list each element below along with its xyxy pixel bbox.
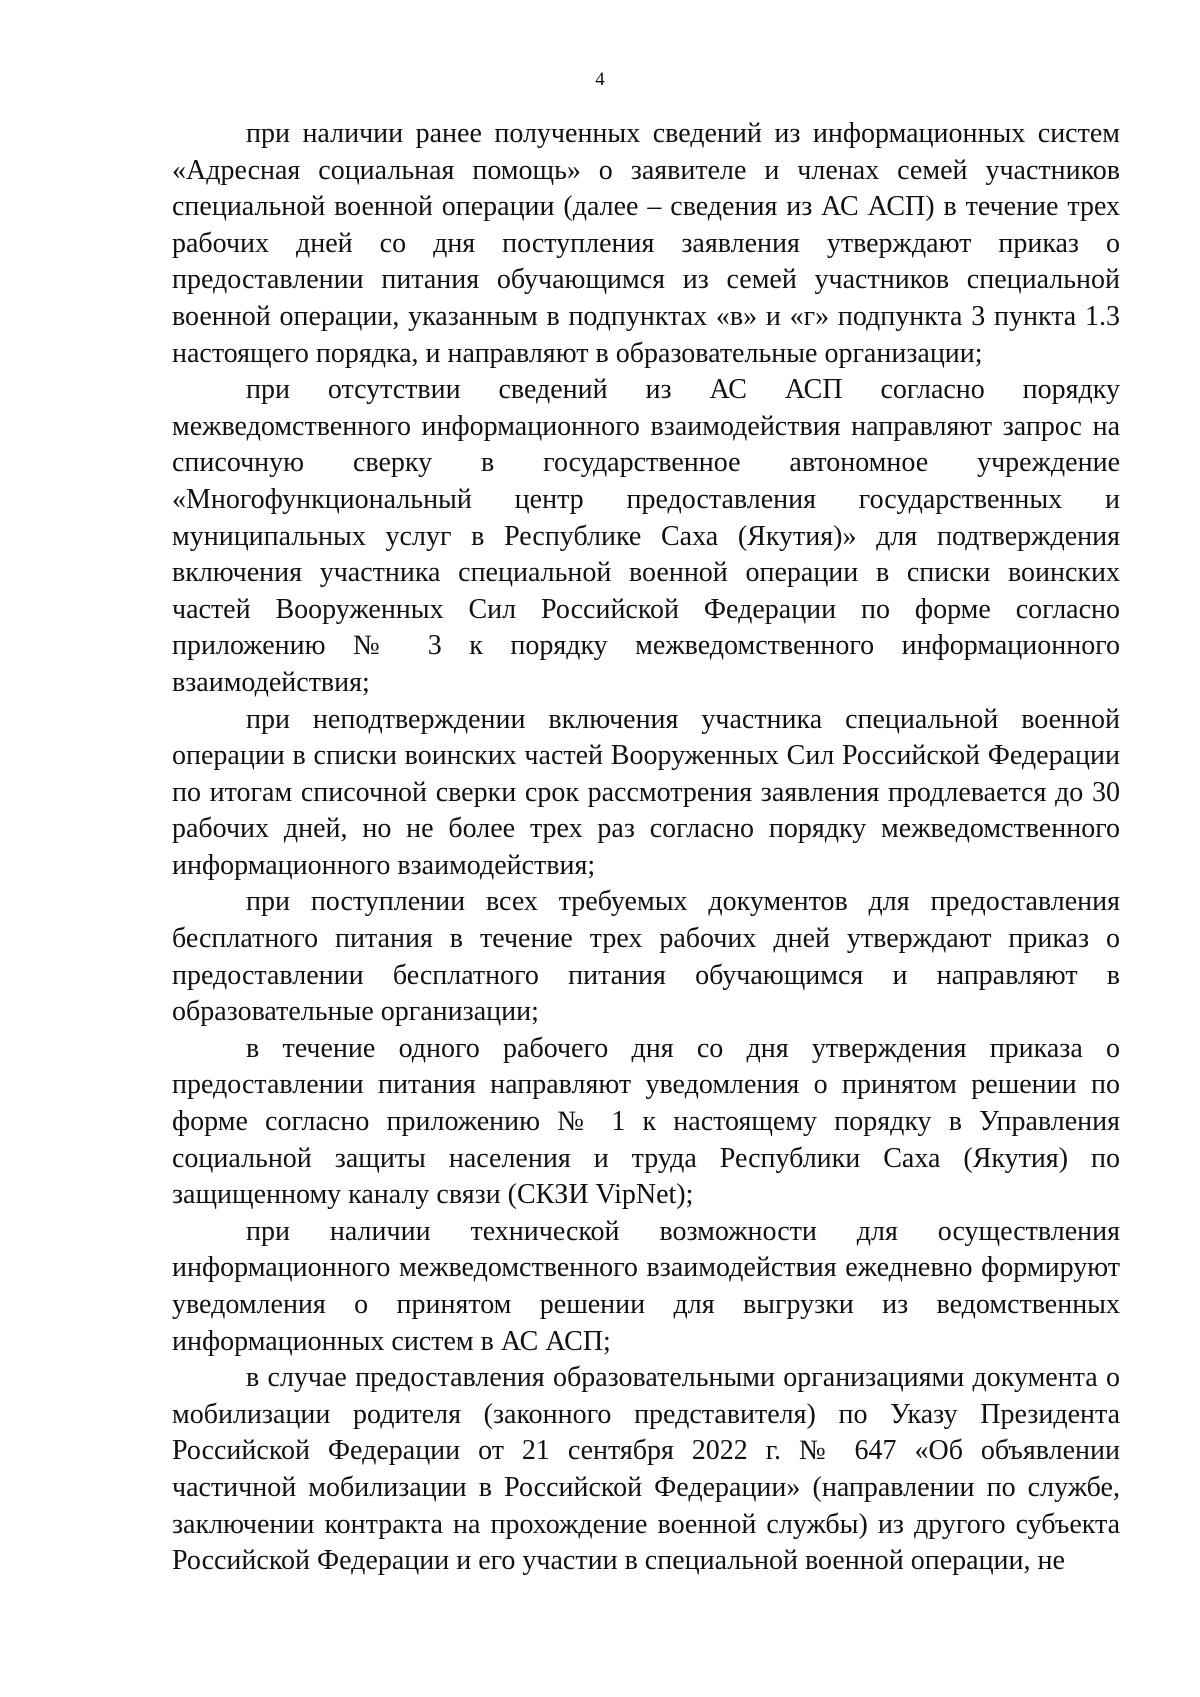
paragraph-not-confirmed: при неподтверждении включения участника специальной военной операции в списки воинских частей Вооруженных Сил Российской Федерации по итогам списочной сверки срок рассмотрения заявления продлевается до 30 рабочих дней, но не более трех раз согласно порядку межведомственного информационного взаимодействия; (172, 703, 1120, 881)
paragraph-asp-data-available: при наличии ранее полученных сведений из информационных систем «Адресная социальная помощь» о заявителе и членах семей участников специальной военной операции (далее – сведения из АС АСП) в течение трех рабочих дней со дня поступления заявления утверждают приказ о предоставлении питания обучающимся из семей участников специальной военной операции, указанным в подпунктах «в» и «г» подпункта 3 пункта 1.3 настоящего порядка, и направляют в образовательные организации; (172, 118, 1120, 369)
paragraph-asp-data-missing: при отсутствии сведений из АС АСП согласно порядку межведомственного информационного взаимодействия направляют запрос на списочную сверку в государственное автономное учреждение «Многофункциональный центр предоставления государственных и муниципальных услуг в Республике Саха (Якутия)» для подтверждения включения участника специальной военной операции в списки воинских частей Вооруженных Сил Российской Федерации по форме согласно приложению № 3 к порядку межведомственного информационного взаимодействия; (172, 374, 1120, 698)
paragraph-documents-received: при поступлении всех требуемых документов для предоставления бесплатного питания в течение трех рабочих дней утверждают приказ о предоставлении бесплатного питания обучающимся и направляют в образовательные организации; (172, 886, 1120, 1028)
paragraph-mobilization: в случае предоставления образовательными организациями документа о мобилизации родителя (законного представителя) по Указу Президента Российской Федерации от 21 сентября 2022 г. № 647 «Об объявлении частичной мобилизации в Российской Федерации» (направлении по службе, заключении контракта на прохождение военной службы) из другого субъекта Российской Федерации и его участии в специальной военной операции, не (172, 1362, 1120, 1577)
paragraph-technical-possibility: при наличии технической возможности для осуществления информационного межведомственного взаимодействия ежедневно формируют уведомления о принятом решении для выгрузки из ведомственных информационных систем в АС АСП; (172, 1215, 1120, 1357)
paragraph-notification: в течение одного рабочего дня со дня утверждения приказа о предоставлении питания направляют уведомления о принятом решении по форме согласно приложению № 1 к настоящему порядку в Управления социальной защиты населения и труда Республики Саха (Якутия) по защищенному каналу связи (СКЗИ VipNet); (172, 1032, 1120, 1211)
page-number: 4 (595, 69, 605, 90)
document-body (172, 116, 1120, 1580)
